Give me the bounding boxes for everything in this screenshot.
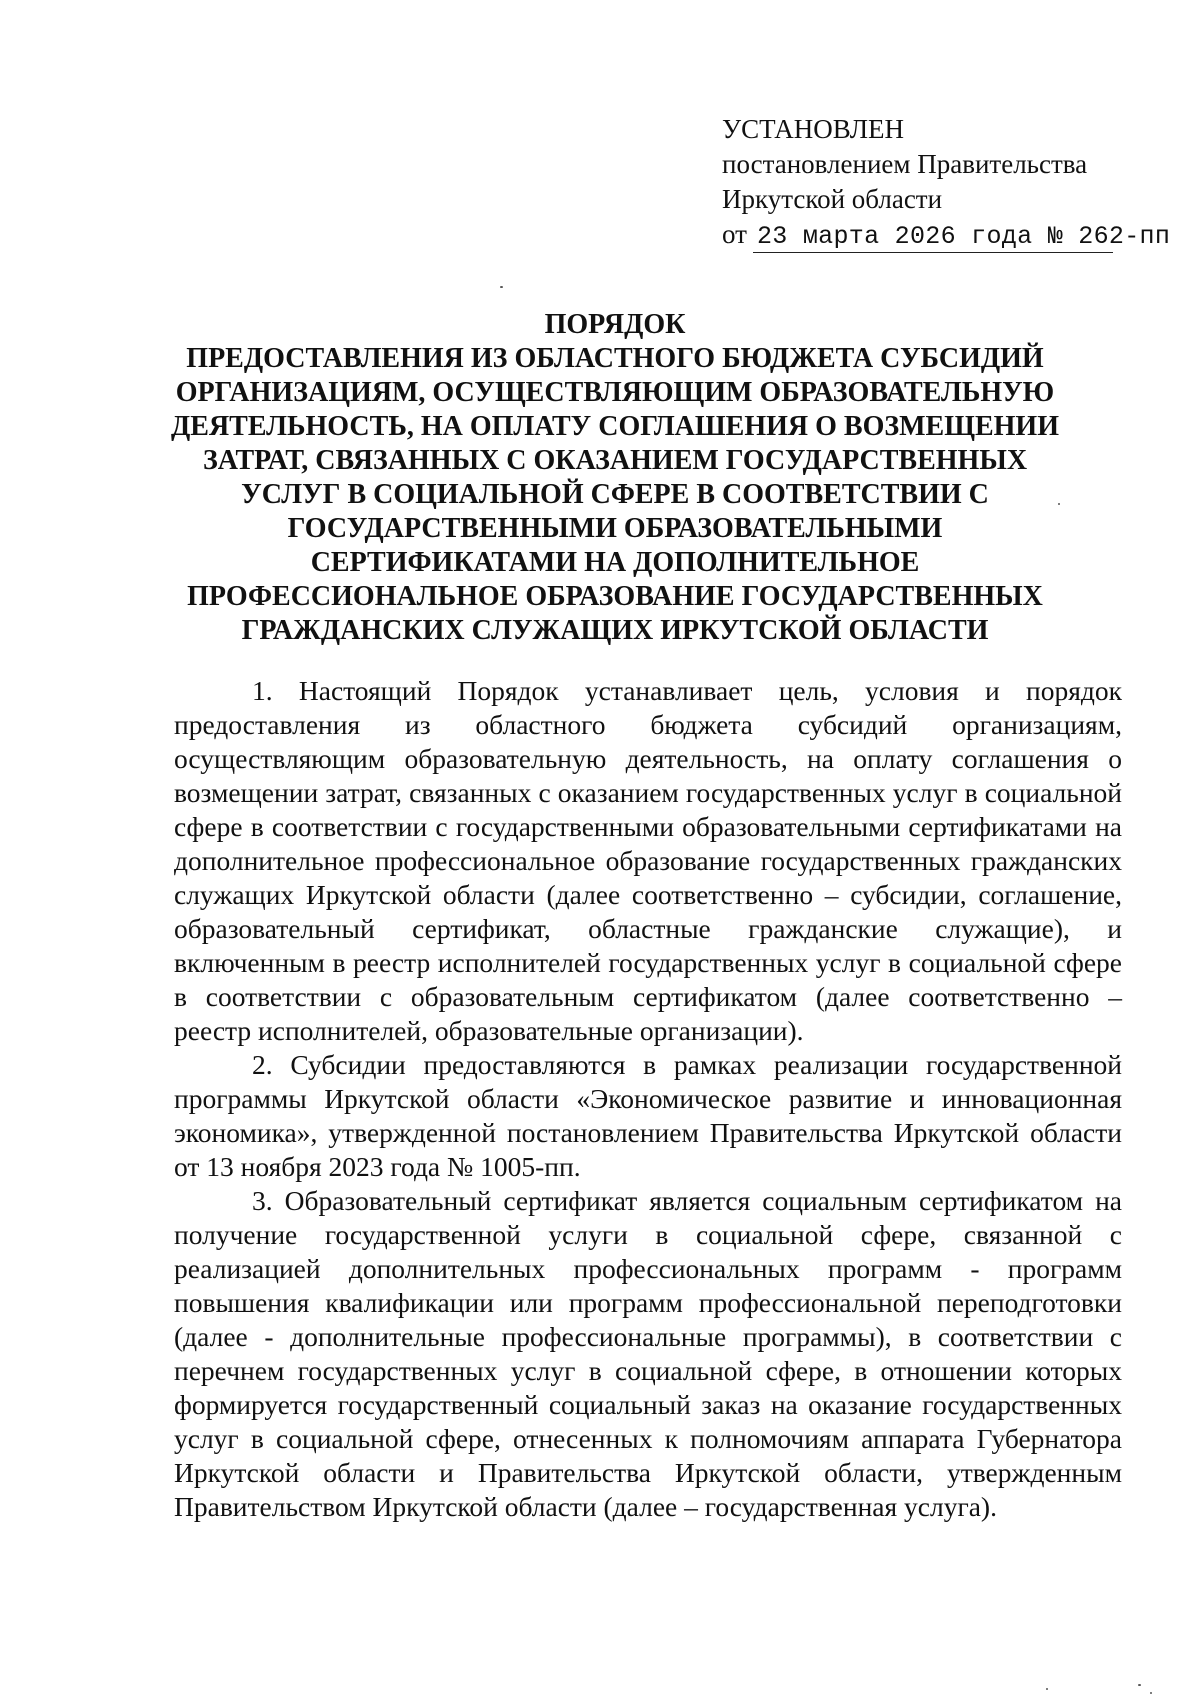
- title-line: СЕРТИФИКАТАМИ НА ДОПОЛНИТЕЛЬНОЕ: [310, 547, 920, 578]
- scan-speck: [1046, 1688, 1048, 1690]
- scan-speck: [500, 286, 503, 288]
- title-line: ПРОФЕССИОНАЛЬНОЕ ОБРАЗОВАНИЕ ГОСУДАРСТВЕННЫХ: [187, 581, 1043, 612]
- title-line: ГРАЖДАНСКИХ СЛУЖАЩИХ ИРКУТСКОЙ ОБЛАСТИ: [241, 615, 989, 646]
- scan-speck: [1058, 503, 1060, 505]
- document-body: [174, 674, 1122, 1524]
- title-line: ГОСУДАРСТВЕННЫМИ ОБРАЗОВАТЕЛЬНЫМИ: [287, 513, 943, 544]
- approval-line-2: Иркутской области: [722, 184, 943, 214]
- approval-date-prefix: от: [722, 219, 747, 249]
- approval-line-1: постановлением Правительства: [722, 149, 1088, 179]
- approval-date-value: 23 марта 2026 года № 262-пп: [753, 222, 1113, 253]
- paragraph-1: 1. Настоящий Порядок устанавливает цель, условия и порядок предоставления из областного бюджета субсидий организациям, осуществляющим образовательную деятельность, на оплату соглашения о возмещении затрат, связанных с оказанием государственных услуг в социальной сфере в соответствии с государственными образовательными сертификатами на дополнительное профессиональное образование государственных гражданских служащих Иркутской области (далее соответственно – субсидии, соглашение, образовательный сертификат, областные гражданские служащие), и включенным в реестр исполнителей государственных услуг в социальной сфере в соответствии с образовательным сертификатом (далее соответственно – реестр исполнителей, образовательные организации).: [174, 675, 1122, 1046]
- scan-speck: [1150, 1692, 1152, 1694]
- title-line: ДЕЯТЕЛЬНОСТЬ, НА ОПЛАТУ СОГЛАШЕНИЯ О ВОЗМЕЩЕНИИ: [171, 411, 1059, 442]
- title-line: ПРЕДОСТАВЛЕНИЯ ИЗ ОБЛАСТНОГО БЮДЖЕТА СУБСИДИЙ: [186, 343, 1044, 374]
- scan-speck: [1138, 1684, 1141, 1686]
- approval-block: [722, 112, 1171, 253]
- title-line: ПОРЯДОК: [544, 309, 686, 340]
- paragraph-2: 2. Субсидии предоставляются в рамках реализации государственной программы Иркутской области «Экономическое развитие и инновационная экономика», утвержденной постановлением Правительства Иркутской области от 13 ноября 2023 года № 1005-пп.: [174, 1049, 1122, 1182]
- document-title: [150, 308, 1080, 648]
- approval-date-line: [722, 217, 1171, 253]
- approval-heading: УСТАНОВЛЕН: [722, 114, 905, 144]
- title-line: ЗАТРАТ, СВЯЗАННЫХ С ОКАЗАНИЕМ ГОСУДАРСТВЕННЫХ: [202, 445, 1028, 476]
- title-line: ОРГАНИЗАЦИЯМ, ОСУЩЕСТВЛЯЮЩИМ ОБРАЗОВАТЕЛЬНУЮ: [175, 377, 1055, 408]
- title-line: УСЛУГ В СОЦИАЛЬНОЙ СФЕРЕ В СООТВЕТСТВИИ С: [241, 479, 989, 510]
- paragraph-3: 3. Образовательный сертификат является социальным сертификатом на получение государственной услуги в социальной сфере, связанной с реализацией дополнительных профессиональных программ - программ повышения квалификации или программ профессиональной переподготовки (далее - дополнительные профессиональные программы), в соответствии с перечнем государственных услуг в социальной сфере, в отношении которых формируется государственный социальный заказ на оказание государственных услуг в социальной сфере, отнесенных к полномочиям аппарата Губернатора Иркутской области и Правительства Иркутской области, утвержденным Правительством Иркутской области (далее – государственная услуга).: [174, 1185, 1122, 1522]
